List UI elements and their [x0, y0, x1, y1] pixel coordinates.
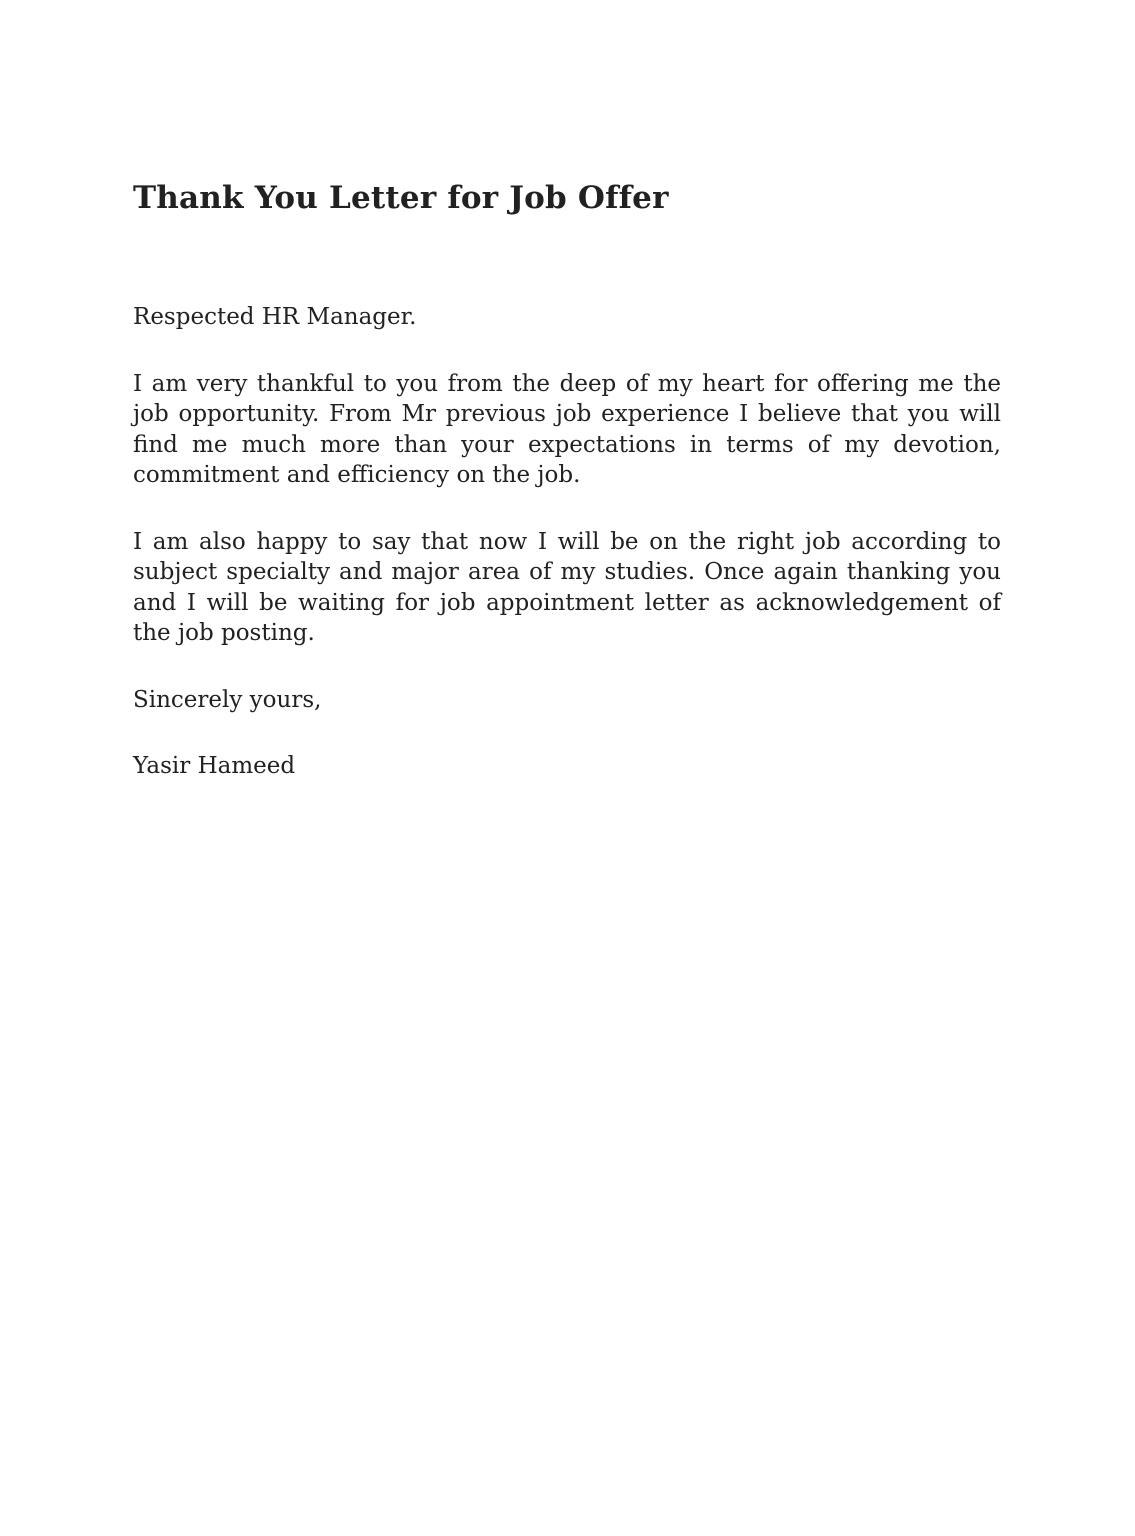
letter-paragraph-1: I am very thankful to you from the deep of my heart for offering me the job opportunity. From Mr previous job experience I believe that you will find me much more than your expectations in terms of my devotion, commitment and efficiency on the job. [133, 370, 1001, 488]
letter-closing: Sincerely yours, [133, 686, 322, 713]
letter-content [133, 178, 1001, 818]
letter-signature: Yasir Hameed [133, 753, 296, 779]
letter-salutation: Respected HR Manager. [133, 304, 417, 330]
letter-title: Thank You Letter for Job Offer [133, 180, 669, 216]
letter-paragraph-2: I am also happy to say that now I will be on the right job according to subject specialty and major area of my studies. Once again thanking you and I will be waiting for job appointment letter as acknowledgement of the job posting. [133, 528, 1001, 646]
